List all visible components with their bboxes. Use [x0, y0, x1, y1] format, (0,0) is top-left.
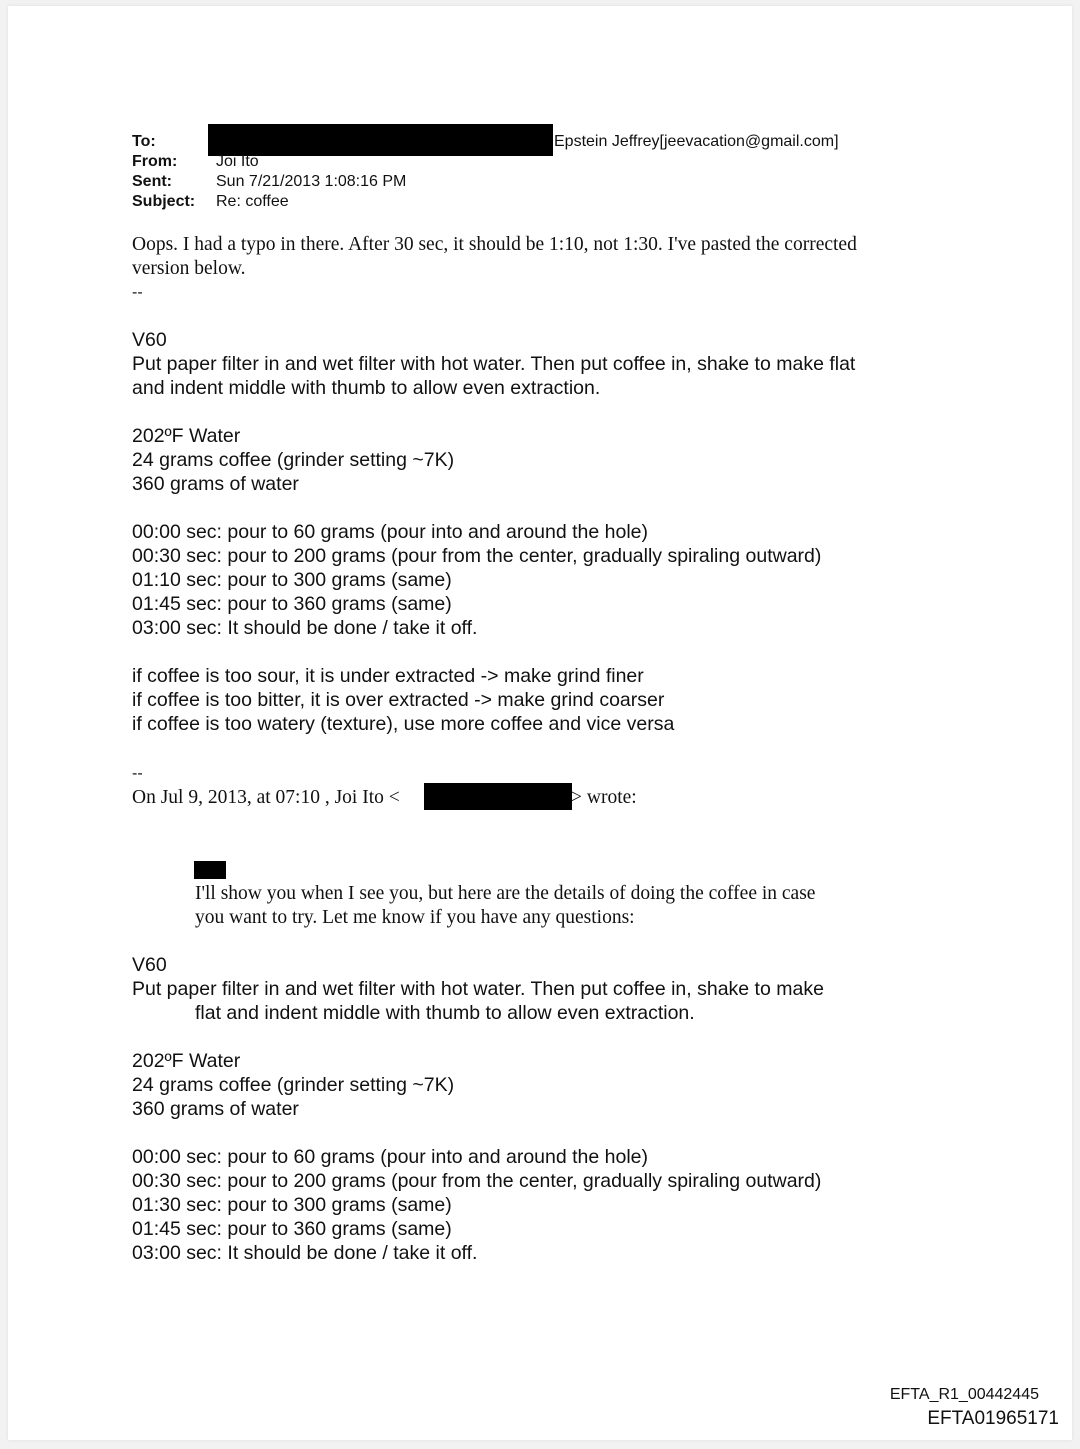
bates-code-2: EFTA01965171: [927, 1408, 1059, 1429]
recipe1-step: 01:10 sec: pour to 300 grams (same): [132, 569, 452, 591]
redaction-email: [424, 783, 572, 810]
recipe2-ingredient: 24 grams coffee (grinder setting ~7K): [132, 1074, 455, 1096]
sent-value: Sun 7/21/2013 1:08:16 PM: [216, 173, 407, 190]
recipe1-step: 00:00 sec: pour to 60 grams (pour into and around the hole): [132, 521, 648, 543]
quote-attribution-end: > wrote:: [571, 787, 637, 808]
recipe1-prep-line-2: and indent middle with thumb to allow even extraction.: [132, 377, 601, 399]
recipe1-step: 01:45 sec: pour to 360 grams (same): [132, 593, 452, 615]
intro-separator: --: [132, 284, 143, 301]
from-label: From:: [132, 153, 178, 170]
quote-body-line-2: you want to try. Let me know if you have any questions:: [195, 907, 635, 928]
recipe2-prep-line-1: Put paper filter in and wet filter with hot water. Then put coffee in, shake to make: [132, 978, 824, 1000]
recipe2-step: 03:00 sec: It should be done / take it off.: [132, 1242, 478, 1264]
recipe2-step: 00:30 sec: pour to 200 grams (pour from the center, gradually spiraling outward): [132, 1170, 822, 1192]
recipe2-step: 01:45 sec: pour to 360 grams (same): [132, 1218, 452, 1240]
recipe1-step: 03:00 sec: It should be done / take it off.: [132, 617, 478, 639]
quote-attribution-start: On Jul 9, 2013, at 07:10 , Joi Ito <: [132, 787, 400, 808]
recipe1-tip: if coffee is too bitter, it is over extracted -> make grind coarser: [132, 689, 665, 711]
recipe2-step: 00:00 sec: pour to 60 grams (pour into and around the hole): [132, 1146, 648, 1168]
subject-value: Re: coffee: [216, 193, 289, 210]
bates-code-1: EFTA_R1_00442445: [889, 1386, 1039, 1403]
intro-line-2: version below.: [132, 258, 246, 279]
quote-separator: --: [132, 765, 143, 782]
recipe1-tip: if coffee is too sour, it is under extracted -> make grind finer: [132, 665, 644, 687]
from-value: Joi Ito: [216, 153, 259, 170]
recipe2-ingredient: 360 grams of water: [132, 1098, 299, 1120]
to-label: To:: [132, 133, 156, 150]
quote-body-line-1: I'll show you when I see you, but here are the details of doing the coffee in case: [195, 883, 816, 904]
recipe1-ingredient: 24 grams coffee (grinder setting ~7K): [132, 449, 455, 471]
redaction-greeting: [194, 861, 226, 879]
subject-label: Subject:: [132, 193, 196, 210]
redaction-to: [208, 124, 553, 156]
sent-label: Sent:: [132, 173, 172, 190]
recipe1-ingredient: 360 grams of water: [132, 473, 299, 495]
to-value: Epstein Jeffrey[jeevacation@gmail.com]: [554, 133, 839, 150]
recipe2-ingredient: 202ºF Water: [132, 1050, 241, 1072]
recipe1-step: 00:30 sec: pour to 200 grams (pour from the center, gradually spiraling outward): [132, 545, 822, 567]
recipe1-prep-line-1: Put paper filter in and wet filter with hot water. Then put coffee in, shake to make flat: [132, 353, 856, 375]
recipe1-ingredient: 202ºF Water: [132, 425, 241, 447]
recipe1-tip: if coffee is too watery (texture), use more coffee and vice versa: [132, 713, 675, 735]
recipe2-title: V60: [132, 954, 167, 976]
recipe2-step: 01:30 sec: pour to 300 grams (same): [132, 1194, 452, 1216]
recipe1-title: V60: [132, 329, 167, 351]
recipe2-prep-line-2: flat and indent middle with thumb to allow even extraction.: [195, 1002, 695, 1024]
intro-line-1: Oops. I had a typo in there. After 30 sec, it should be 1:10, not 1:30. I've pasted the corrected: [132, 234, 857, 255]
